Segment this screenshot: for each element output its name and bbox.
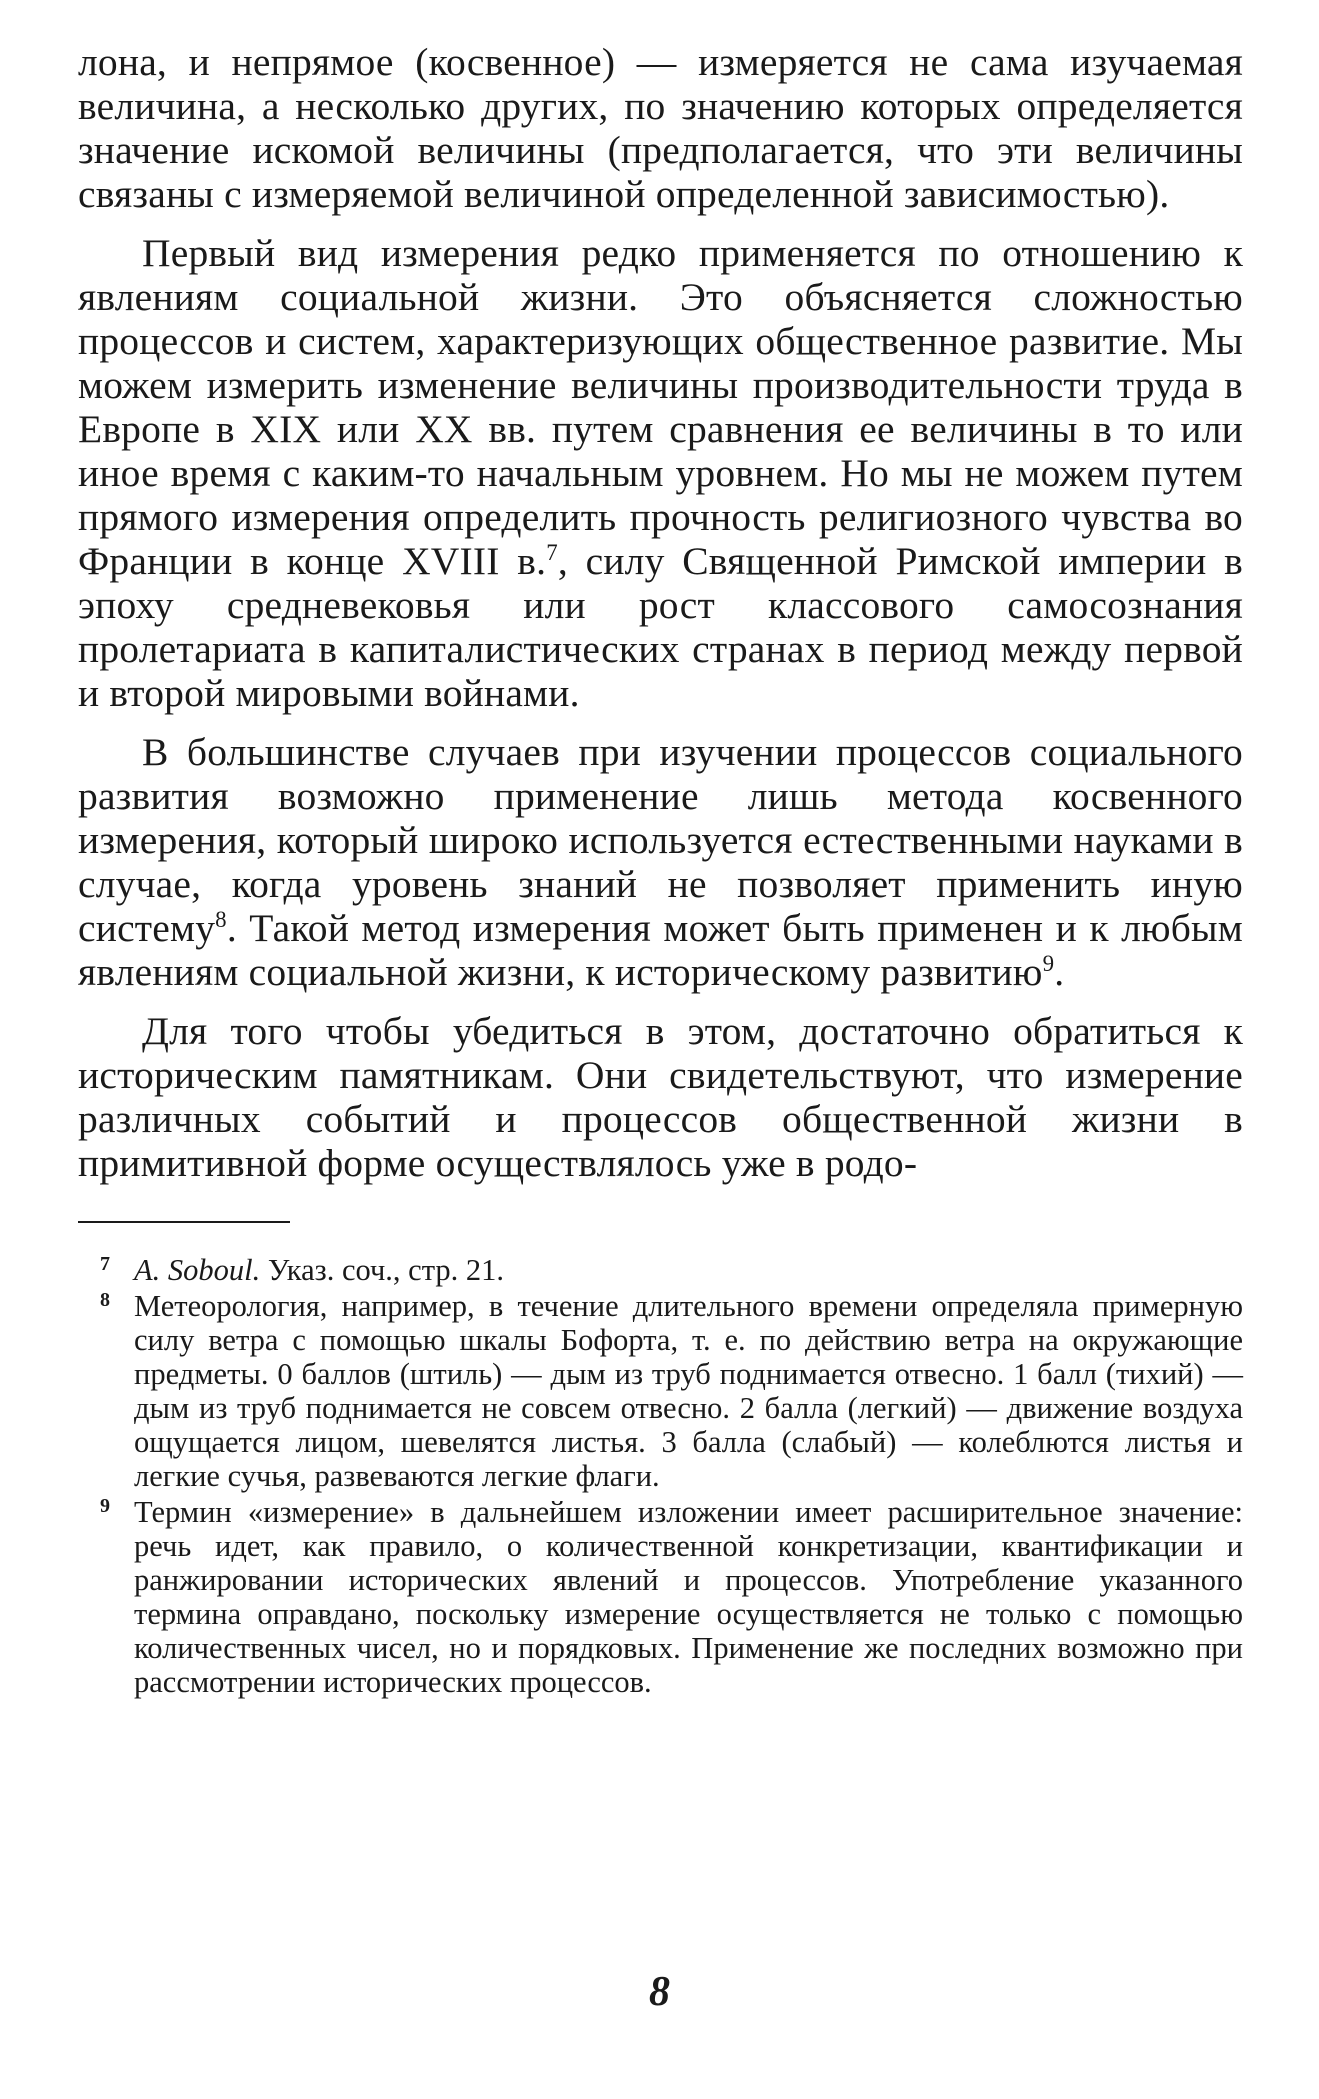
paragraph-1-text: лона, и непрямое (косвенное) — измеряется не сама изучаемая величина, а несколько других, по значению которых определяется значение искомой величины (предполагается, что эти величины связаны с измеряемой величиной определенной зависимостью). [78,40,1243,216]
paragraph-4 [78,1009,1243,1185]
footnote-divider [78,1221,290,1223]
footnote-9 [78,1495,1243,1699]
paragraph-2 [78,231,1243,715]
footnote-7 [78,1253,1243,1287]
footnote-number: 8 [100,1289,110,1311]
paragraph-4-text: Для того чтобы убедиться в этом, достаточно обратиться к историческим памятникам. Они свидетельствуют, что измерение различных событий и процессов общественной жизни в примитивной форме осуществлялось уже в родо- [78,1009,1243,1185]
paragraph-3-text-b: . Такой метод измерения может быть применен и к любым явлениям социальной жизни, к историческому развитию [78,906,1243,994]
paragraph-3-text-c: . [1054,950,1065,994]
footnote-8 [78,1289,1243,1493]
paragraph-3 [78,730,1243,994]
footnotes [78,1253,1243,1699]
paragraph-2-text-b: , силу Священной Римской империи в эпоху средневековья или рост классового самосознания пролетариата в капиталистических странах в период между первой и второй мировыми войнами. [78,539,1243,715]
paragraph-2-text-a: Первый вид измерения редко применяется по отношению к явлениям социальной жизни. Это объясняется сложностью процессов и систем, характеризующих общественное развитие. Мы можем измерить изменение величины производительности труда в Европе в XIX или XX вв. путем сравнения ее величины в то или иное время с каким-то начальным уровнем. Но мы не можем путем прямого измерения определить прочность религиозного чувства во Франции в конце XVIII в. [78,231,1243,583]
footnote-text: Термин «измерение» в дальнейшем изложении имеет расширительное значение: речь идет, как правило, о количественной конкретизации, квантификации и ранжировании исторических явлений и процессов. Употребление указанного термина оправдано, поскольку измерение осуществляется не только с помощью количественных чисел, но и порядковых. Применение же последних возможно при рассмотрении исторических процессов. [134,1495,1243,1699]
footnote-author: A. Soboul. [134,1253,261,1287]
footnote-text: Метеорология, например, в течение длительного времени определяла примерную силу ветра с помощью шкалы Бофорта, т. е. по действию ветра на окружающие предметы. 0 баллов (штиль) — дым из труб поднимается отвесно. 1 балл (тихий) — дым из труб поднимается не совсем отвесно. 2 балла (легкий) — движение воздуха ощущается лицом, шевелятся листья. 3 балла (слабый) — колеблются листья и легкие сучья, развеваются легкие флаги. [134,1289,1243,1493]
footnote-ref-8[interactable]: 8 [215,906,227,932]
footnote-text: Указ. соч., стр. 21. [260,1253,505,1287]
footnote-number: 9 [100,1495,110,1517]
footnote-ref-7[interactable]: 7 [546,539,558,565]
footnote-number: 7 [100,1253,110,1275]
paragraph-3-text-a: В большинстве случаев при изучении процессов социального развития возможно применение лишь метода косвенного измерения, который широко используется естественными науками в случае, когда уровень знаний не позволяет применить иную систему [78,730,1243,950]
page [78,40,1243,1701]
page-number: 8 [649,1969,670,2015]
footnote-ref-9[interactable]: 9 [1042,950,1055,976]
paragraph-1 [78,40,1243,216]
main-text [78,40,1243,1185]
